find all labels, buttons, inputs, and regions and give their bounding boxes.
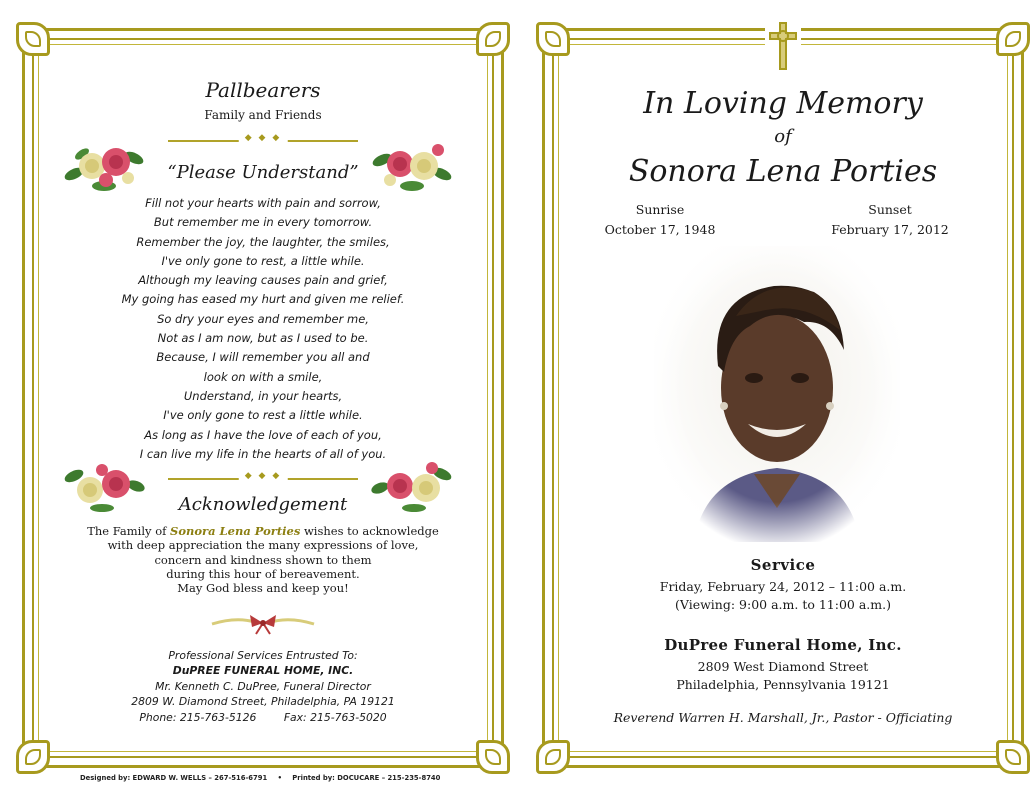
corner-ornament-icon — [476, 22, 510, 56]
acknowledgement-line: during this hour of bereavement. — [166, 566, 360, 581]
services-address: 2809 W. Diamond Street, Philadelphia, PA 19121 — [131, 695, 395, 709]
poem-line: I can live my life in the hearts of all of you. — [139, 446, 387, 461]
services-director: Mr. Kenneth C. DuPree, Funeral Director — [155, 679, 371, 693]
corner-ornament-icon — [536, 740, 570, 774]
divider-rule — [168, 478, 358, 480]
sunset-block — [820, 200, 960, 240]
funeral-home-address — [542, 658, 1024, 694]
print-credits — [80, 774, 440, 782]
poem-line: But remember me in every tomorrow. — [153, 215, 373, 230]
sunset-date: February 17, 2012 — [831, 222, 949, 237]
acknowledgement-line: May God bless and keep you! — [177, 581, 349, 596]
corner-ornament-icon — [476, 740, 510, 774]
acknowledgement-line: with deep appreciation the many expressions of love, — [107, 538, 419, 553]
sunset-label: Sunset — [868, 202, 912, 217]
poem-line: Not as I am now, but as I used to be. — [157, 331, 369, 346]
services-company: DuPREE FUNERAL HOME, INC. — [172, 664, 354, 678]
service-detail — [542, 578, 1024, 614]
corner-ornament-icon — [536, 22, 570, 56]
services-heading: Professional Services Entrusted To: — [168, 649, 358, 662]
poem-line: As long as I have the love of each of you, — [144, 427, 382, 442]
funeral-home-street: 2809 West Diamond Street — [697, 659, 869, 674]
officiant: Reverend Warren H. Marshall, Jr., Pastor - Officiating — [613, 710, 953, 725]
acknowledgement-deceased-name: Sonora Lena Porties — [170, 524, 301, 538]
poem-line: Fill not your hearts with pain and sorrow, — [145, 196, 381, 210]
services-fax: Fax: 215-763-5020 — [283, 710, 387, 724]
designer-credit: Designed by: EDWARD W. WELLS – 267-516-6791 — [80, 774, 268, 782]
portrait-photo — [654, 246, 900, 542]
poem-line: Although my leaving causes pain and grief, — [138, 273, 388, 288]
poem-line: I've only gone to rest a little while. — [163, 408, 363, 423]
acknowledgement-suffix: wishes to acknowledge — [300, 524, 439, 538]
services-contact — [22, 710, 504, 725]
service-datetime: Friday, February 24, 2012 – 11:00 a.m. — [659, 579, 907, 594]
acknowledgement-text — [22, 524, 504, 595]
poem-line: look on with a smile, — [203, 369, 323, 384]
poem-title: “Please Understand” — [167, 162, 359, 183]
poem-line: So dry your eyes and remember me, — [157, 311, 369, 326]
acknowledgement-title: Acknowledgement — [178, 494, 348, 515]
pallbearers-title: Pallbearers — [205, 78, 321, 102]
right-panel — [542, 28, 1024, 768]
corner-ornament-icon — [16, 22, 50, 56]
sunrise-label: Sunrise — [635, 202, 685, 217]
printer-credit: Printed by: DOCUCARE – 215-235-8740 — [292, 774, 441, 782]
funeral-home-name: DuPree Funeral Home, Inc. — [664, 636, 902, 654]
acknowledgement-line — [22, 524, 504, 538]
sunrise-block — [590, 200, 730, 240]
professional-services — [22, 648, 504, 725]
poem-line: I've only gone to rest, a little while. — [161, 253, 365, 268]
service-title: Service — [750, 556, 816, 574]
corner-ornament-icon — [996, 740, 1030, 774]
poem-line: Because, I will remember you all and — [156, 350, 370, 365]
acknowledgement-prefix: The Family of — [87, 524, 171, 538]
poem — [22, 194, 504, 464]
acknowledgement-line: concern and kindness shown to them — [154, 552, 372, 567]
funeral-home-city: Philadelphia, Pennsylvania 19121 — [676, 677, 890, 692]
service-viewing: (Viewing: 9:00 a.m. to 11:00 a.m.) — [675, 597, 891, 612]
deceased-name: Sonora Lena Porties — [628, 154, 938, 189]
left-panel — [22, 28, 504, 768]
bow-icon — [208, 610, 318, 636]
memory-of: of — [774, 126, 792, 147]
poem-line: Remember the joy, the laughter, the smiles, — [136, 234, 390, 249]
poem-line: My going has eased my hurt and given me relief. — [121, 292, 405, 307]
sunrise-date: October 17, 1948 — [604, 222, 716, 237]
credit-separator: • — [277, 774, 282, 782]
cross-icon — [765, 18, 801, 74]
services-phone: Phone: 215-763-5126 — [139, 710, 257, 724]
pallbearers-names: Family and Friends — [204, 108, 322, 122]
corner-ornament-icon — [16, 740, 50, 774]
memory-title: In Loving Memory — [643, 86, 923, 121]
divider-rule — [168, 140, 358, 142]
poem-line: Understand, in your hearts, — [183, 388, 343, 403]
corner-ornament-icon — [996, 22, 1030, 56]
